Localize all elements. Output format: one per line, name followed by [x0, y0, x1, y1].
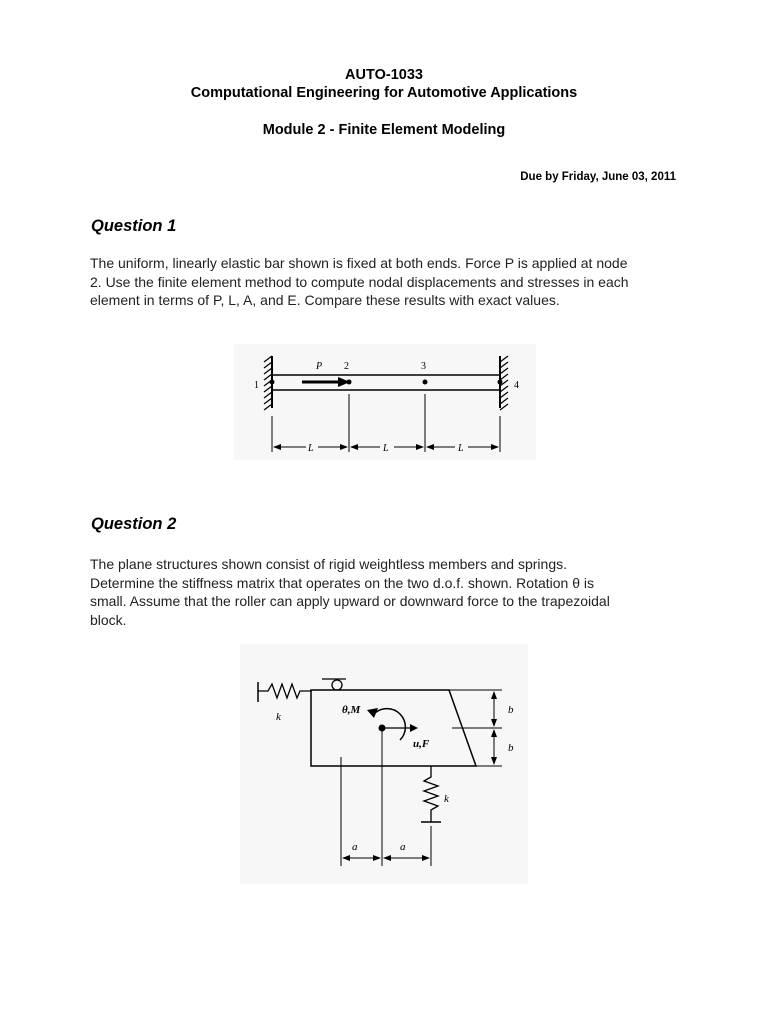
translation-arrow	[385, 724, 418, 732]
dimension-label: L	[458, 443, 464, 454]
translation-label: u,F	[413, 738, 430, 750]
left-spring	[258, 682, 311, 702]
spring-label: k	[444, 793, 449, 805]
question-1-line: The uniform, linearly elastic bar shown is fixed at both ends. Force P is applied at node	[90, 255, 628, 271]
spring-label: k	[276, 711, 281, 723]
module-title: Module 2 - Finite Element Modeling	[262, 122, 506, 138]
node-label: 4	[514, 380, 519, 391]
force-label: P	[316, 361, 323, 372]
node-label: 2	[344, 361, 349, 372]
dimension-label: a	[400, 841, 406, 853]
force-arrow	[302, 377, 350, 387]
rotation-arrow	[367, 708, 405, 740]
question-2-line: Determine the stiffness matrix that operates on the two d.o.f. shown. Rotation θ is	[90, 574, 594, 591]
node-4	[498, 380, 503, 385]
question-2-heading: Question 2	[91, 515, 177, 533]
node-label: 3	[421, 361, 426, 372]
node-3	[423, 380, 428, 385]
roller	[322, 679, 346, 690]
question-1-line: element in terms of P, L, A, and E. Compare these results with exact values.	[90, 292, 560, 308]
bar-diagram	[234, 344, 536, 460]
question-2-text	[90, 555, 690, 629]
dimension-label: b	[508, 742, 514, 754]
b-dimension	[449, 690, 502, 766]
course-code: AUTO-1033	[345, 67, 423, 83]
question-1-heading: Question 1	[91, 217, 177, 235]
question-1-text	[90, 254, 690, 310]
due-date: Due by Friday, June 03, 2011	[520, 171, 676, 183]
block-center	[379, 725, 386, 732]
dimension-label: b	[508, 704, 514, 716]
rotation-label: θ,M	[342, 704, 361, 716]
bottom-spring	[421, 766, 441, 822]
dimension-label: L	[383, 443, 389, 454]
question-2-line: small. Assume that the roller can apply upward or downward force to the trapezoidal	[90, 593, 610, 609]
node-label: 1	[254, 380, 259, 391]
dimension-label: a	[352, 841, 358, 853]
question-1-line: 2. Use the finite element method to compute nodal displacements and stresses in each	[90, 273, 629, 290]
node-1	[270, 380, 275, 385]
course-title: Computational Engineering for Automotive Applications	[190, 85, 578, 101]
question-2-line: block.	[90, 611, 127, 628]
question-2-line: The plane structures shown consist of rigid weightless members and springs.	[90, 556, 567, 572]
dimension-label: L	[308, 443, 314, 454]
trapezoid-diagram	[240, 644, 528, 884]
